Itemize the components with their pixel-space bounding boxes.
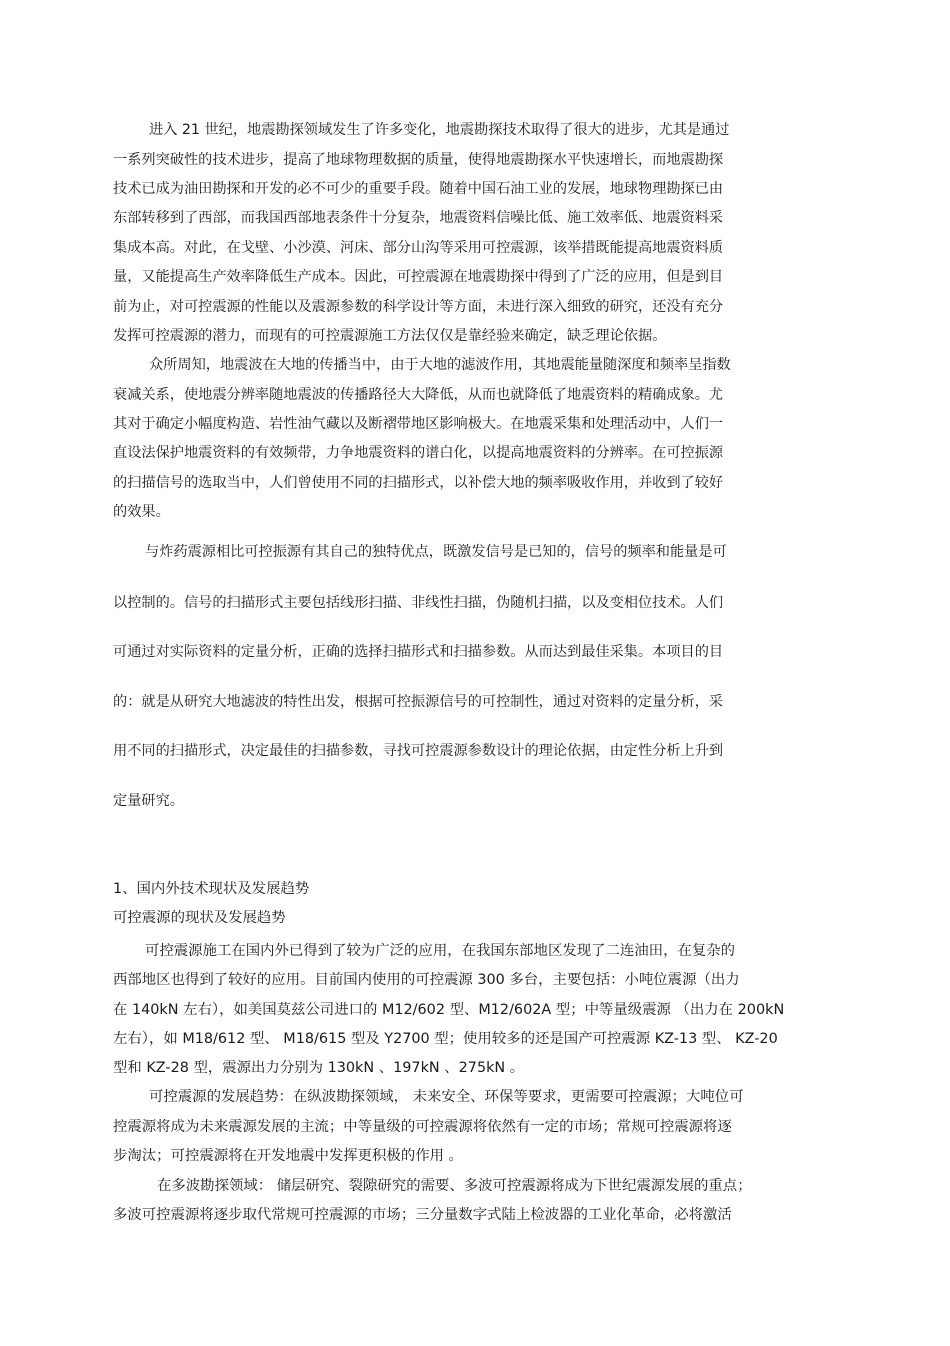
para1-line-7: 前为止，对可控震源的性能以及震源参数的科学设计等方面，未进行深入细致的研究，还没有充分 (113, 299, 724, 315)
para4-line-5: 型和 KZ-28 型，震源出力分别为 130kN 、197kN 、275kN 。 (113, 1060, 525, 1076)
para5-line-2: 控震源将成为未来震源发展的主流；中等量级的可控震源将依然有一定的市场；常规可控震源将逐 (113, 1119, 732, 1135)
para4-line-4: 左右），如 M18/612 型、 M18/615 型及 Y2700 型；使用较多的还是国产可控震源 KZ-13 型、 KZ-20 (113, 1031, 778, 1047)
para5-line-3: 步淘汰；可控震源将在开发地震中发挥更积极的作用 。 (113, 1148, 463, 1164)
para2-line-5: 的扫描信号的选取当中，人们曾使用不同的扫描形式，以补偿大地的频率吸收作用，并收到了较好 (113, 475, 724, 491)
para4-line-3: 在 140kN 左右），如美国莫兹公司进口的 M12/602 型、M12/602A 型；中等量级震源 （出力在 200kN (113, 1002, 785, 1018)
section-heading: 1、国内外技术现状及发展趋势 (113, 881, 310, 897)
para2-line-1: 众所周知，地震波在大地的传播当中，由于大地的滤波作用，其地震能量随深度和频率呈指数 (149, 357, 731, 373)
para6-line-1: 在多波勘探领域： 储层研究、裂隙研究的需要、多波可控震源将成为下世纪震源发展的重点； (157, 1178, 752, 1194)
para6-line-2: 多波可控震源将逐步取代常规可控震源的市场；三分量数字式陆上检波器的工业化革命，必将激活 (113, 1207, 732, 1223)
para3-line-6: 定量研究。 (113, 793, 184, 809)
para3-line-1: 与炸药震源相比可控振源有其自己的独特优点，既激发信号是已知的，信号的频率和能量是可 (145, 544, 727, 560)
para3-line-5: 用不同的扫描形式，决定最佳的扫描参数，寻找可控震源参数设计的理论依据，由定性分析上升到 (113, 743, 724, 759)
subsection-heading: 可控震源的现状及发展趋势 (113, 910, 286, 926)
para2-line-6: 的效果。 (113, 504, 170, 520)
para2-line-4: 直设法保护地震资料的有效频带，力争地震资料的谱白化，以提高地震资料的分辨率。在可控振源 (113, 445, 724, 461)
para3-line-2: 以控制的。信号的扫描形式主要包括线形扫描、非线性扫描，伪随机扫描，以及变相位技术。人们 (113, 595, 724, 611)
para1-line-6: 量，又能提高生产效率降低生产成本。因此，可控震源在地震勘探中得到了广泛的应用，但是到目 (113, 269, 724, 285)
para4-line-2: 西部地区也得到了较好的应用。目前国内使用的可控震源 300 多台，主要包括：小吨位震源（出力 (113, 972, 740, 988)
para2-line-2: 衰减关系，使地震分辨率随地震波的传播路径大大降低，从而也就降低了地震资料的精确成象。尤 (113, 387, 724, 403)
para2-line-3: 其对于确定小幅度构造、岩性油气藏以及断褶带地区影响极大。在地震采集和处理活动中，人们一 (113, 416, 724, 432)
para1-line-2: 一系列突破性的技术进步，提高了地球物理数据的质量，使得地震勘探水平快速增长，而地震勘探 (113, 152, 724, 168)
para1-line-5: 集成本高。对此，在戈壁、小沙漠、河床、部分山沟等采用可控震源，该举措既能提高地震资料质 (113, 240, 724, 256)
para1-line-4: 东部转移到了西部，而我国西部地表条件十分复杂，地震资料信噪比低、施工效率低、地震资料采 (113, 210, 724, 226)
para3-line-3: 可通过对实际资料的定量分析，正确的选择扫描形式和扫描参数。从而达到最佳采集。本项目的目 (113, 644, 724, 660)
para1-line-1: 进入 21 世纪，地震勘探领域发生了许多变化，地震勘探技术取得了很大的进步，尤其是通过 (149, 122, 730, 138)
para1-line-3: 技术已成为油田勘探和开发的必不可少的重要手段。随着中国石油工业的发展，地球物理勘探已由 (113, 181, 724, 197)
para4-line-1: 可控震源施工在国内外已得到了较为广泛的应用，在我国东部地区发现了二连油田，在复杂的 (145, 943, 736, 959)
para5-line-1: 可控震源的发展趋势：在纵波勘探领域， 未来安全、环保等要求，更需要可控震源；大吨位可 (149, 1089, 744, 1105)
para3-line-4: 的：就是从研究大地滤波的特性出发，根据可控振源信号的可控制性，通过对资料的定量分析，采 (113, 694, 724, 710)
para1-line-8: 发挥可控震源的潜力，而现有的可控震源施工方法仅仅是靠经验来确定，缺乏理论依据。 (113, 328, 667, 344)
